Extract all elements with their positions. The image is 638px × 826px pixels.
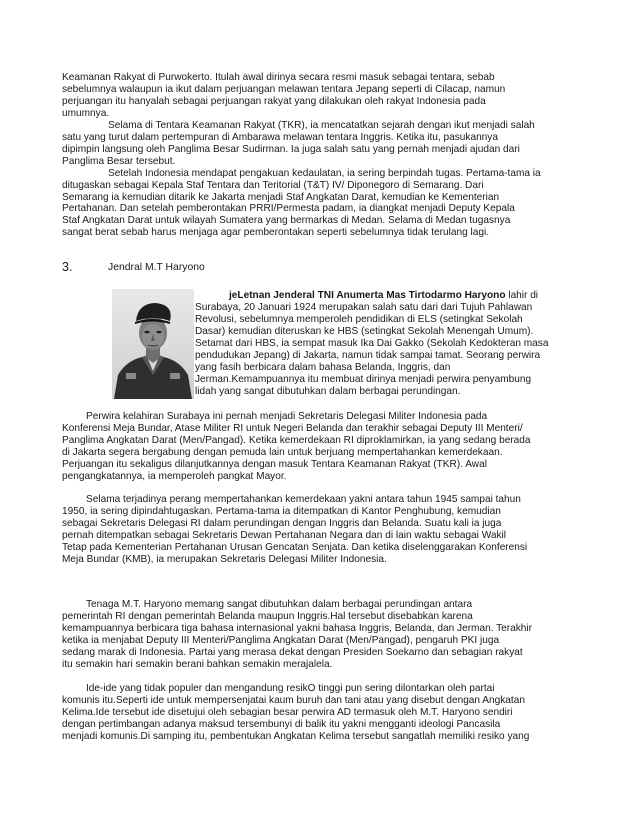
section-number: 3. [62, 260, 73, 274]
text-line: Kelima.Ide tersebut ide disetujui oleh sebagian besar perwira AD termasuk oleh M.T. Haryono sendiri [62, 706, 513, 718]
text-line: lidah yang sangat dibutuhkan dalam berbagai perundingan. [195, 385, 461, 397]
text-line: Semarang ia kemudian ditarik ke Jakarta menjadi Staf Angkatan Darat, kemudian ke Kementerian [62, 191, 500, 203]
text-line: sedang marak di Indonesia. Partai yang merasa dekat dengan Presiden Soekarno dan sebagian rakyat [62, 646, 523, 658]
text-line: sebagai Sekretaris Delegasi RI dalam perundingan dengan Inggris dan Belanda. Suatu kali ia juga [62, 517, 502, 529]
text-line: perjuangan itu hanyalah sebagai perjuangan rakyat yang dilakukan oleh rakyat Indonesia pada [62, 95, 486, 107]
text-line: 1950, ia sering dipindahtugaskan. Pertama-tama ia ditempatkan di Kantor Penghubung, kemudian [62, 505, 501, 517]
text-line: ketika ia menjabat Deputy III Menteri/Panglima Angkatan Darat (Men/Pangad), pengaruh PKI juga [62, 634, 500, 646]
text-line: pernah ditempatkan sebagai Sekretaris Dewan Pertahanan Negara dan di lain waktu sebagai Wakil [62, 529, 507, 541]
text-line: Selama terjadinya perang mempertahankan kemerdekaan yakni antara tahun 1945 sampai tahun [86, 494, 521, 505]
text-line: menjadi komunis.Di samping itu, pembentukan Angkatan Kelima tersebut sangatlah memiliki resiko yang [62, 730, 530, 742]
text-line: Dasar) kemudian diteruskan ke HBS (setingkat Sekolah Menengah Umum). [195, 325, 534, 337]
section-title: Jendral M.T Haryono [108, 262, 205, 273]
text-line: Panglima Angkatan Darat (Men/Pangad). Ketika kemerdekaan RI diproklamirkan, ia yang sedang berada [62, 434, 531, 446]
text-line: Perjuangan itu sekaligus dilanjutkannya dengan masuk Tentara Keamanan Rakyat (TKR). Awal [62, 458, 487, 470]
text-line: kemampuannya berbicara tiga bahasa internasional yakni bahasa Inggris, Belanda, dan Jerman. Terakhir [62, 622, 533, 634]
text-line: Perwira kelahiran Surabaya ini pernah menjadi Sekretaris Delegasi Militer Indonesia pada [86, 411, 488, 422]
text-line: yang fasih berbicara dalam bahasa Belanda, Inggris, dan [195, 361, 451, 373]
portrait-illustration [112, 289, 194, 399]
paragraph-d [62, 683, 576, 743]
text-line: sangat berat sebab harus menjaga agar pemberontakan seperti sebelumnya tidak terulang lagi. [62, 227, 490, 239]
text-line: Tetap pada Kementerian Pertahanan Urusan Gencatan Senjata. Dan ketika diselenggarakan Konferensi [62, 541, 528, 553]
bio-name: jeLetnan Jenderal TNI Anumerta Mas Tirtodarmo Haryono [229, 290, 506, 301]
text-line: itu semakin hari semakin berani bahkan semakin merajalela. [62, 658, 333, 670]
text-line: sebelumnya walaupun ia ikut dalam perjuangan melawan tentara Jepang seperti di Cilacap, namun [62, 83, 506, 95]
text-line: Tenaga M.T. Haryono memang sangat dibutuhkan dalam berbagai perundingan antara [86, 599, 473, 610]
text-line: satu yang turut dalam pertempuran di Ambarawa melawan tentara Inggris. Ketika itu, pasukannya [62, 131, 498, 143]
text-line: Ide-ide yang tidak populer dan mengandung resikO tinggi pun sering dilontarkan oleh partai [86, 683, 495, 694]
text-line: Keamanan Rakyat di Purwokerto. Itulah awal dirinya secara resmi masuk sebagai tentara, sebab [62, 72, 495, 83]
text-line: Konferensi Meja Bundar, Atase Militer RI untuk Negeri Belanda dan terakhir sebagai Deputy III Menteri/ [62, 422, 523, 434]
text-line: Panglima Besar tersebut. [62, 155, 176, 167]
text-line: Jerman.Kemampuannya itu membuat dirinya menjadi perwira penyambung [195, 373, 532, 385]
text-line: pemerintah RI dengan pemerintah Belanda maupun Inggris.Hal tersebut disebabkan karena [62, 610, 473, 622]
paragraph-b [62, 494, 576, 566]
text-line: Pertahanan. Dan setelah pemberontakan PRRI/Permesta padam, ia diangkat menjadi Deputy Kepala [62, 203, 515, 215]
text-line: ditugaskan sebagai Kepala Staf Tentara dan Teritorial (T&T) IV/ Diponegoro di Semarang. Dari [62, 179, 484, 191]
bio-text-block [195, 290, 575, 398]
text-line [195, 290, 575, 302]
intro-paragraph-1 [62, 72, 576, 120]
intro-paragraph-3 [62, 168, 576, 240]
intro-text-block [62, 72, 576, 239]
bio-first-line-rest: lahir di [505, 290, 539, 301]
text-line: Revolusi, sebelumnya memperoleh pendidikan di ELS (setingkat Sekolah [195, 313, 523, 325]
text-line: umumnya. [62, 107, 110, 119]
paragraph-c [62, 599, 576, 671]
text-line: dengan pertimbangan adanya maksud tersembunyi di balik itu yakni mengganti ideologi Pancasila [62, 718, 501, 730]
text-line: Setamat dari HBS, ia sempat masuk Ika Dai Gakko (Sekolah Kedokteran masa [195, 337, 549, 349]
paragraph-a [62, 411, 576, 483]
text-line: Selama di Tentara Keamanan Rakyat (TKR), ia mencatatkan sejarah dengan ikut menjadi salah [108, 119, 535, 131]
text-line: dipimpin langsung oleh Panglima Besar Sudirman. Ia juga salah satu yang pernah menjadi ajudan dari [62, 143, 520, 155]
text-line: Meja Bundar (KMB), ia merupakan Sekretaris Delegasi Militer Indonesia. [62, 553, 387, 565]
text-line: Setelah Indonesia mendapat pengakuan kedaulatan, ia sering berpindah tugas. Pertama-tama ia [108, 167, 541, 179]
text-line: pengangkatannya, ia memperoleh pangkat Mayor. [62, 470, 287, 482]
text-line: komunis itu.Seperti ide untuk mempersenjatai kaum buruh dan tani atau yang disebut dengan Angkatan [62, 694, 525, 706]
text-line: di Jakarta segera bergabung dengan pemuda lain untuk berjuang mempertahankan kemerdekaan. [62, 446, 503, 458]
text-line: Surabaya, 20 Januari 1924 merupakan salah satu dari dari Tujuh Pahlawan [195, 301, 533, 313]
portrait-photo [112, 289, 194, 399]
intro-paragraph-2 [62, 120, 576, 168]
text-line: pendudukan Jepang) di Jakarta, namun tidak sampai tamat. Seorang perwira [195, 349, 541, 361]
bio-paragraph [195, 290, 575, 398]
text-line: Staf Angkatan Darat untuk wilayah Sumatera yang bermarkas di Medan. Selama di Medan tugasnya [62, 215, 511, 227]
